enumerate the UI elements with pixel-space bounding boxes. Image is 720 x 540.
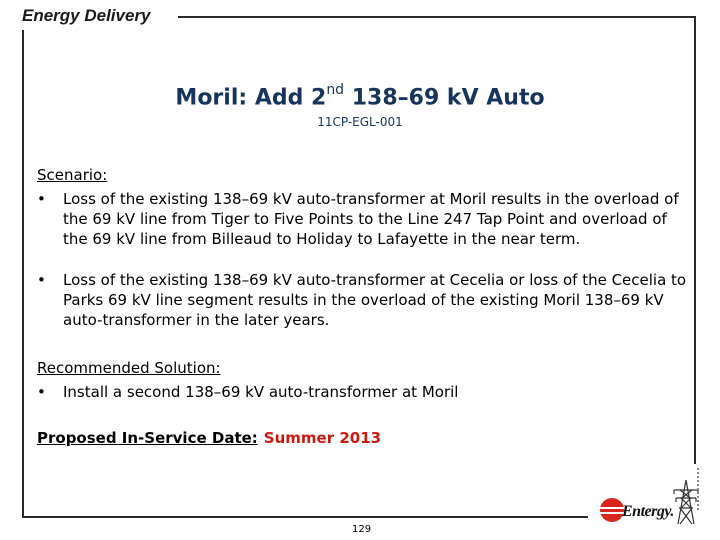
title-part-2: 138–69 kV Auto [344, 85, 545, 111]
entergy-logo-text: Entergy. [622, 503, 674, 520]
title-superscript: nd [326, 82, 345, 98]
solution-heading: Recommended Solution: [37, 359, 221, 377]
frame-top-line [178, 16, 696, 18]
header-title: Energy Delivery [22, 6, 151, 25]
inservice-line [37, 429, 381, 447]
bullet-glyph: • [37, 190, 46, 208]
bullet-glyph: • [37, 383, 46, 401]
entergy-logo [598, 496, 674, 524]
title-part-1: Moril: Add 2 [175, 85, 327, 111]
frame-bottom-line [22, 516, 588, 518]
frame-right-dotted-line [697, 468, 699, 510]
scenario-bullet-2-text: Loss of the existing 138–69 kV auto-transformer at Cecelia or loss of the Cecelia to Parks 69 kV line segment results in the overload of the existing Moril 138–69 kV auto-transformer in the later years. [63, 271, 687, 329]
bullet-glyph: • [37, 271, 46, 289]
slide-title [0, 84, 720, 110]
inservice-label: Proposed In-Service Date: [37, 429, 258, 447]
scenario-bullet-2 [37, 270, 687, 330]
page-number: 129 [352, 524, 372, 535]
scenario-bullet-1-text: Loss of the existing 138–69 kV auto-transformer at Moril results in the overload of the 69 kV line from Tiger to Five Points to the Line 247 Tap Point and overload of the 69 kV line from Billeaud to Holiday to Lafayette in the near term. [63, 190, 679, 248]
scenario-heading: Scenario: [37, 166, 108, 184]
solution-bullet-1-text: Install a second 138–69 kV auto-transformer at Moril [63, 383, 459, 401]
scenario-bullet-1 [37, 189, 687, 249]
slide-subtitle: 11CP-EGL-001 [317, 115, 403, 129]
solution-bullet-1 [37, 382, 687, 402]
inservice-value: Summer 2013 [263, 429, 382, 447]
